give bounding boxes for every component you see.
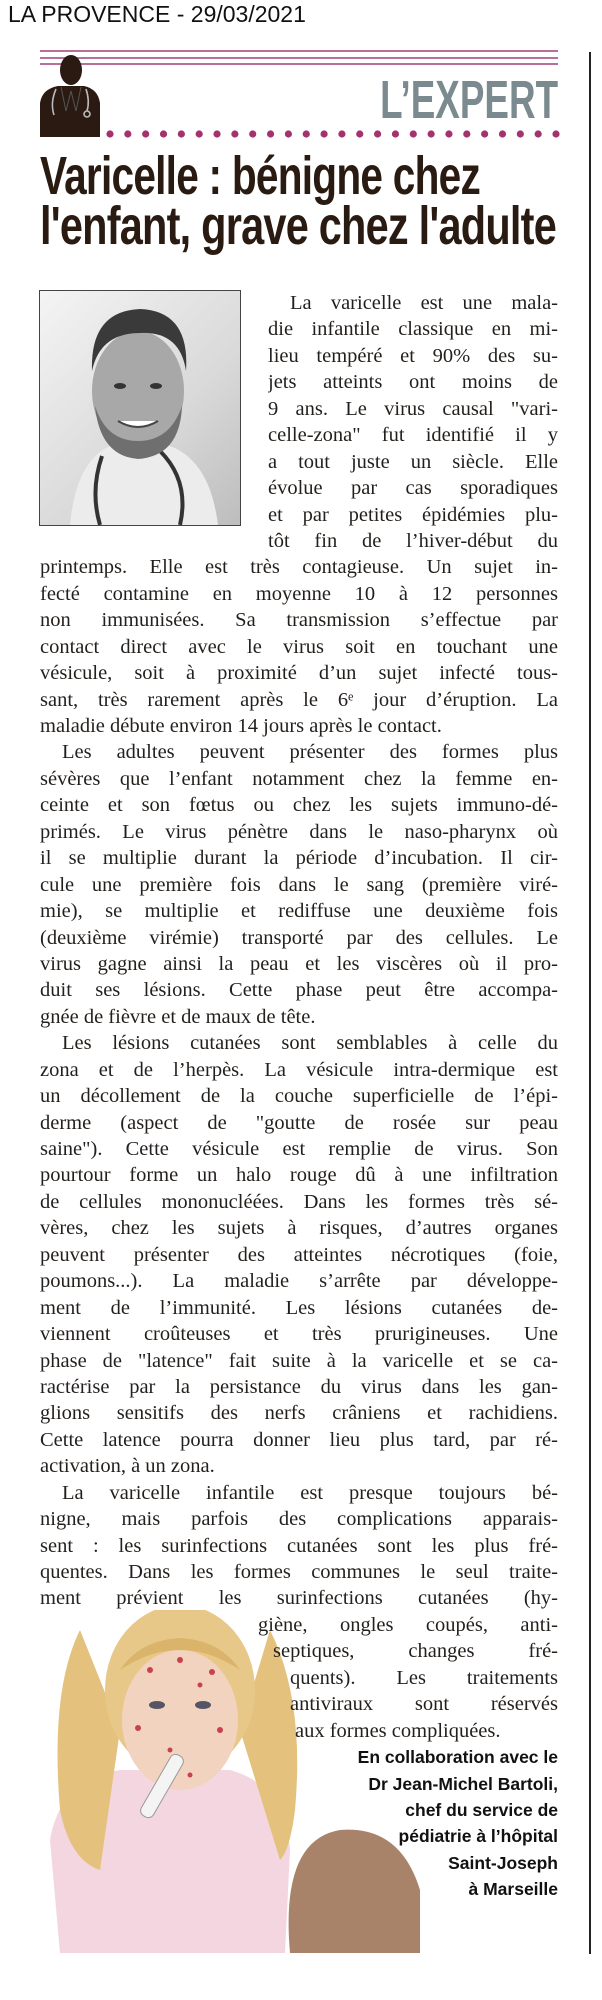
divider-line [40,63,558,65]
text-line: ractérise par la persistance du virus dans les gan- [40,1375,558,1398]
text-line: sent : les surinfections cutanées sont les plus fré- [40,1534,558,1557]
text-line: die infantile classique en mi- [268,318,558,341]
text-line: poumons...). La maladie s’arrête par développe- [40,1270,558,1293]
text-line: La varicelle est une mala- [290,292,558,314]
text-line: tôt fin de l’hiver-début du [268,529,558,552]
divider-dot [499,130,506,137]
credit-line: Saint-Joseph [448,1852,558,1873]
divider-dot [535,130,542,137]
text-line: quentes. Dans les formes communes le seul traite- [40,1561,558,1583]
text-line: celle-zona" fut identifié il y [268,424,558,447]
text-line: maladie débute environ 14 jours après le contact. [40,715,442,737]
text-line: vésicule, soit à proximité d’un sujet infecté tous- [40,662,558,685]
divider-dot [196,130,203,137]
text-line: giène, ongles coupés, anti- [258,1613,558,1636]
text-line: jets atteints ont moins de [268,371,558,394]
divider-dot [320,130,327,137]
divider-dot [249,130,256,137]
divider-dot [410,130,417,137]
text-line: viennent croûteuses et très prurigineuses. Une [40,1323,558,1346]
text-line: ment prévient les surinfections cutanées (hy- [40,1587,558,1610]
divider-dot [374,130,381,137]
paragraph [40,1030,558,1479]
text-line: peuvent présenter des atteintes nécrotiques (foie, [40,1243,558,1266]
text-line: fecté contamine en moyenne 10 à 12 personnes [40,582,558,605]
text-line: quents). Les traitements [290,1666,558,1689]
divider-dot [481,130,488,137]
text-line: aux formes compliquées. [295,1719,501,1742]
paragraph [40,290,558,739]
divider-dot [160,130,167,137]
text-line: (deuxième virémie) transporté par des cellules. Le [40,926,558,949]
text-line: sant, très rarement après le 6ᵉ jour d’éruption. La [40,688,558,711]
text-line: pourtour forme un halo rouge dû à une infiltration [40,1164,558,1187]
text-line: derme (aspect de "goutte de rosée sur peau [40,1111,558,1134]
divider-dot [142,130,149,137]
text-line: a tout juste un siècle. Elle [268,450,558,473]
author-credit [40,1744,558,1903]
paragraph [40,1480,558,1744]
text-line: 9 ans. Le virus causal "vari- [268,397,558,420]
divider-dot [356,130,363,137]
text-line: et par petites épidémies plu- [268,503,558,526]
article-body [40,290,558,1903]
credit-line: chef du service de [405,1799,558,1820]
dotted-divider [106,128,560,140]
divider-dot [517,130,524,137]
headline-line-1: Varicelle : bénigne chez [40,146,480,206]
divider-dot [231,130,238,137]
divider-dot [338,130,345,137]
text-line: ment de l’immunité. Les lésions cutanées de- [40,1296,558,1319]
source-date-line: LA PROVENCE - 29/03/2021 [8,1,306,27]
column-rule [589,52,591,1954]
text-line: virus gagne ainsi la peau et les viscères où il pro- [40,952,558,975]
text-line: Cette latence pourra donner lieu plus tard, par ré- [40,1428,558,1451]
text-line: il se multiplie durant la période d’incubation. Il cir- [40,847,558,870]
text-line: Les lésions cutanées sont semblables à celle du [62,1032,558,1055]
divider-line [40,50,558,52]
headline-line-2: l'enfant, grave chez l'adulte [40,196,556,256]
text-line: septiques, changes fré- [273,1640,558,1663]
divider-dot [392,130,399,137]
text-line: Les adultes peuvent présenter des formes plus [62,741,558,764]
divider-line [40,57,558,59]
text-line: de cellules mononucléées. Dans les formes très sé- [40,1190,558,1213]
divider-dot [106,130,113,137]
divider-dot [178,130,185,137]
credit-line: Dr Jean-Michel Bartoli, [368,1773,558,1794]
text-line: lieu tempéré et 90% des su- [268,344,558,367]
text-line: mie), se multiplie et rediffuse une deuxième fois [40,900,558,923]
text-line: non immunisées. Sa transmission s’effectue par [40,609,558,632]
divider-dot [124,130,131,137]
text-line: gnée de fièvre et de maux de tête. [40,1005,316,1028]
credit-line: En collaboration avec le [357,1747,558,1768]
text-line: vères, chez les sujets à risques, d’autres organes [40,1217,558,1240]
text-line: contact direct avec le virus soit en touchant une [40,635,558,658]
text-line: activation, à un zona. [40,1455,215,1478]
divider-dot [213,130,220,137]
divider-dot [267,130,274,137]
text-line: sévères que l’enfant notamment chez la femme en- [40,767,558,790]
text-line: glions sensitifs des nerfs crâniens et rachidiens. [40,1402,558,1425]
divider-dot [285,130,292,137]
divider-dot [445,130,452,137]
text-line: primés. Le virus pénètre dans le naso-pharynx où [40,820,558,843]
text-line: duit ses lésions. Cette phase peut être accompa- [40,979,558,1002]
text-line: un décollement de la couche superficielle de l’épi- [40,1085,558,1108]
text-line: ceinte et son fœtus ou chez les sujets immuno-dé- [40,794,558,817]
divider-dot [428,130,435,137]
text-line: évolue par cas sporadiques [268,477,558,500]
text-line: antiviraux sont réservés [290,1693,558,1716]
divider-dot [552,130,559,137]
text-line: nigne, mais parfois des complications apparais- [40,1508,558,1531]
credit-line: à Marseille [468,1879,558,1900]
text-line: cule une première fois dans le sang (première viré- [40,873,558,896]
text-line: La varicelle infantile est presque toujours bé- [62,1481,558,1504]
divider-dot [303,130,310,137]
paragraph [40,739,558,1030]
text-line: printemps. Elle est très contagieuse. Un sujet in- [40,556,558,579]
divider-dot [463,130,470,137]
text-line: saine"). Cette vésicule est remplie de virus. Son [40,1138,558,1160]
text-line: phase de "latence" fait suite à la varicelle et se ca- [40,1349,558,1372]
doctor-stethoscope-icon [40,53,100,137]
credit-line: pédiatrie à l’hôpital [398,1826,558,1847]
section-label: L’EXPERT [380,70,558,130]
text-line: zona et de l’herpès. La vésicule intra-dermique est [40,1058,558,1081]
